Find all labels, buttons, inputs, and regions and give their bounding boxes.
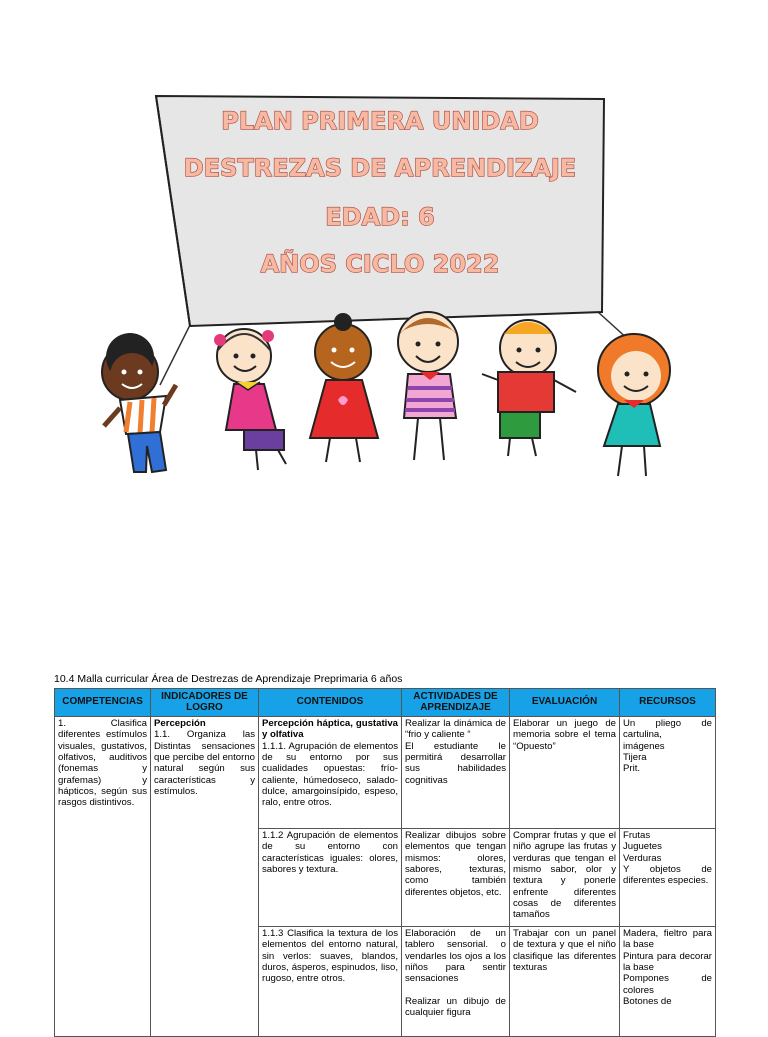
header-recursos: RECURSOS bbox=[620, 689, 716, 717]
recursos-cell bbox=[620, 717, 716, 829]
competencia-text: 1. Clasifica diferentes estímulos visuales, gustativos, olfativos, auditivos (fonemas y grafemas) y hápticos, según sus rasgos distintivos. bbox=[58, 718, 147, 809]
evaluacion-text: Elaborar un juego de memoria sobre el tema “Opuesto” bbox=[513, 718, 616, 752]
actividad-cell bbox=[402, 717, 510, 829]
recursos-cell bbox=[620, 927, 716, 1037]
indicador-cell bbox=[151, 717, 259, 1037]
banner-line-1: PLAN PRIMERA UNIDAD bbox=[221, 107, 539, 135]
recurso-line: Pompones de colores bbox=[623, 973, 712, 996]
evaluacion-text: Comprar frutas y que el niño agrupe las frutas y verduras que tengan el mismo sabor, olor y textura y ponerle enfrente diferentes cosas de diferentes tamaños bbox=[513, 830, 616, 921]
evaluacion-cell bbox=[510, 927, 620, 1037]
recurso-line: Prit. bbox=[623, 763, 641, 775]
evaluacion-text: Trabajar con un panel de textura y que el niño clasifique las diferentes texturas bbox=[513, 928, 616, 973]
header-indicadores: INDICADORES DE LOGRO bbox=[151, 689, 259, 717]
actividad-line: El estudiante le permitirá desarrollar sus habilidades cognitivas bbox=[405, 740, 506, 786]
actividad-line: Elaboración de un tablero sensorial. o vendarles los ojos a los niños para sentir sensaciones bbox=[405, 928, 506, 985]
child-figure bbox=[482, 320, 576, 456]
recurso-line: Verduras bbox=[623, 852, 662, 864]
child-figure bbox=[398, 312, 458, 460]
contenido-title: Percepción háptica, gustativa y olfativa bbox=[262, 718, 398, 741]
actividad-line: Realizar la dinámica de “frio y caliente “ bbox=[405, 718, 506, 741]
child-figure bbox=[598, 334, 670, 476]
recurso-line: Y objetos de diferentes especies. bbox=[623, 863, 712, 887]
recursos-cell bbox=[620, 829, 716, 927]
header-contenidos: CONTENIDOS bbox=[259, 689, 402, 717]
actividad-cell bbox=[402, 927, 510, 1037]
recurso-line: Juguetes bbox=[623, 841, 662, 853]
evaluacion-cell bbox=[510, 829, 620, 927]
indicador-title: Percepción bbox=[154, 718, 206, 729]
actividad-cell bbox=[402, 829, 510, 927]
indicador-text: 1.1. Organiza las Distintas sensaciones que percibe del entorno natural según sus características y estímulos. bbox=[154, 729, 255, 797]
child-figure bbox=[214, 329, 286, 470]
header-evaluacion: EVALUACIÓN bbox=[510, 689, 620, 717]
recurso-line: Botones de bbox=[623, 995, 672, 1007]
recurso-line: Un pliego de cartulina, bbox=[623, 718, 712, 741]
competencia-cell bbox=[55, 717, 151, 1037]
contenido-cell bbox=[259, 927, 402, 1037]
table-row bbox=[55, 717, 716, 829]
contenido-text: 1.1.3 Clasifica la textura de los elementos del entorno natural, sin verlos: suaves, blandos, duros, ásperos, espinudos, liso, rugoso, entre otros. bbox=[262, 928, 398, 985]
evaluacion-cell bbox=[510, 717, 620, 829]
contenido-cell bbox=[259, 829, 402, 927]
table-caption: 10.4 Malla curricular Área de Destrezas de Aprendizaje Preprimaria 6 años bbox=[54, 673, 403, 685]
banner-line-3: EDAD: 6 bbox=[325, 203, 435, 231]
banner-board bbox=[156, 96, 604, 326]
recurso-line: Madera, fieltro para la base bbox=[623, 928, 712, 951]
contenido-text: 1.1.2 Agrupación de elementos de su entorno con características iguales: olores, sabores y textura. bbox=[262, 830, 398, 875]
header-competencias: COMPETENCIAS bbox=[55, 689, 151, 717]
table-header-row bbox=[55, 689, 716, 717]
banner-illustration bbox=[0, 0, 768, 500]
recurso-line: Pintura para decorar la base bbox=[623, 950, 712, 973]
contenido-cell bbox=[259, 717, 402, 829]
recurso-line: Tijera bbox=[623, 751, 647, 763]
contenido-text: 1.1.1. Agrupación de elementos de su entorno por sus cualidades opuestas: frío-caliente, húmedoseco, salado-dulce, amargoinsípido, espeso, ralo, entre otros. bbox=[262, 740, 398, 809]
actividad-line: Realizar un dibujo de cualquier figura bbox=[405, 995, 506, 1018]
child-figure bbox=[102, 333, 176, 472]
banner-line-4: AÑOS CICLO 2022 bbox=[260, 250, 500, 278]
banner-line-2: DESTREZAS DE APRENDIZAJE bbox=[183, 154, 577, 182]
recurso-line: Frutas bbox=[623, 830, 651, 841]
actividad-line: Realizar dibujos sobre elementos que tengan mismos: olores, sabores, texturas, como también diferentes objetos, etc. bbox=[405, 830, 506, 898]
child-figure bbox=[310, 313, 378, 462]
recurso-line: imágenes bbox=[623, 740, 665, 752]
curriculum-table bbox=[54, 688, 716, 1037]
header-actividades: ACTIVIDADES DE APRENDIZAJE bbox=[402, 689, 510, 717]
